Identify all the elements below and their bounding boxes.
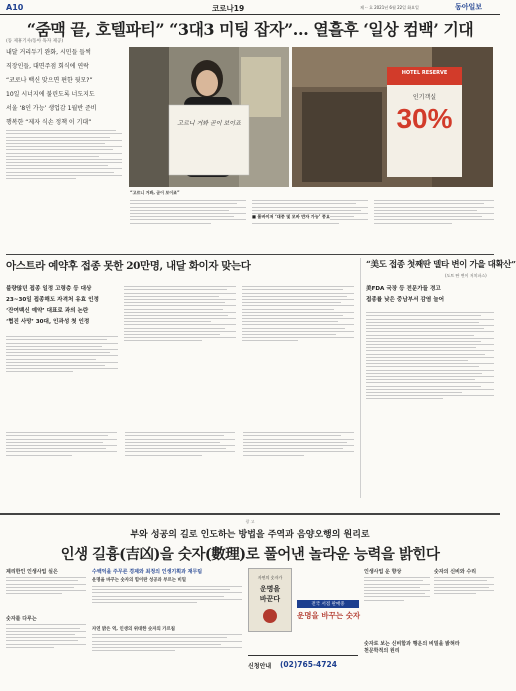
section-label: 코로나19 [212,4,245,13]
article2-subline [6,284,118,328]
article1-body-col1 [6,128,122,248]
subdeck-line: 서울 ‘8인 가능’ 생업감 1월반 준비 [6,105,97,112]
photo-sign-label: 인기객실 [412,94,437,101]
main-headline: “줌맥 끝, 호텔파티” “3대3 미팅 잡자”… 열흘후 ‘일상 컴백’ 기대 [26,20,474,39]
order-bar [248,655,358,678]
ad-col-text [6,624,86,684]
article2-body-col2 [124,284,236,424]
book-emblem-icon [263,609,277,623]
subdeck-line: 행복한 “제자 식손 정책 이 기대” [6,119,92,126]
subdeck [6,46,122,130]
ad-col-right2 [434,568,494,627]
article3-headline: “美도 접종 첫째딴 델타 변이 가을 대확산” [366,260,516,270]
book-title-line2: 운명을 [259,585,281,593]
photo-illustration [129,47,289,187]
article3-byline: (도트 딴 변이 저치파스) [445,273,487,278]
column-divider [360,258,361,498]
ad-mid-text [92,634,242,674]
order-label: 신청안내 [248,663,272,670]
dateline: 제 ·· 호 2021년 6월 22일 화요일 [360,5,419,10]
subdeck-line: “코로나 백신 맞으면 편한 뒷모?” [6,77,93,84]
ad-col-head: 인생사업 운 향상 [364,569,402,575]
main-byline: (동 제휴기사/동아 독자 제공) [6,39,64,44]
photo-woman-with-sign [129,47,289,187]
header-rule [0,14,500,15]
promo-title: 운명을 바꾸는 숫자 [297,611,361,620]
ad-headline-top: 부와 성공의 길로 인도하는 방법을 주역과 음양오행의 원리로 [130,530,370,540]
ad-col-head: 천문학적의 원리 [364,648,400,654]
ad-mid-head: 자연 밝은 역, 인생의 위대한 숫자의 가르침 [92,627,175,632]
ad-col-middle [92,568,242,674]
article2-subline-item: 불량많던 접종 일정 고령층 등 대상 [6,286,92,292]
article2-body-col1 [6,334,118,424]
article2-body-lower [6,430,354,500]
subdeck-line: 내달 거리두기 완화, 시민들 들썩 [6,49,91,56]
photo-sign-top-text: HOTEL RESERVE [401,70,448,76]
subdeck-line: 직장인들, 대면주점 회식에 연락 [6,63,89,70]
page-number: A10 [6,3,24,12]
book-cover [248,568,292,632]
article3-subline [366,284,444,306]
ad-mid-head: 수백억을 주무른 경제와 최정의 인생기획과 재무팀 [92,569,203,575]
ad-mid-text [92,586,242,626]
article2-subline-item: ‘잔여백신 예약’ 대표로 과의 논란 [6,308,89,314]
ad-col-head: 숫자로 보는 신비함과 행운의 비밀을 밝혀라 [364,641,460,647]
article1-body-col4 [374,198,494,248]
section-divider [6,254,494,255]
ad-col-head: 숫자를 다루는 [6,616,37,623]
ad-headline-main: 인생 길흉(吉凶)을 숫자(數理)로 풀어낸 놀라운 능력을 밝힌다 [60,546,440,563]
article3-subline-item: 美FDA 국장 등 전문가들 경고 [366,286,441,292]
article1-body-col2 [130,198,246,248]
ad-tag: 광 고 [245,519,255,524]
article1-body-col3 [252,198,368,248]
ad-col-left [6,568,86,684]
ad-divider [0,513,500,515]
book-title-line1: 자연의 숫자가 [257,575,283,580]
ad-mid-head: 운명을 바꾸는 숫자의 힘이란 성공과 부르는 비밀 [92,578,187,583]
order-phone: (02)765-4724 [280,660,337,669]
ad-col-head: 제리한인 인생사업 실은 [6,569,58,575]
ad-col-head: 숫자의 신비와 수리 [434,569,477,575]
photo-sign-handwriting: 고르니 거봐 곧이 보이죠 [177,120,241,127]
ad-col-text [434,577,494,627]
subdeck-line: 10일 시너지에 불린도록 너도지도 [6,91,95,98]
article1-mid-subhead: ■ 룸바이저 ‘대중 및 모바 반자 가능’ 풍요 [252,214,331,219]
photo1-caption: “고르니 거봐, 곧이 보이죠” [130,190,180,195]
article2-subline-item: 23~30일 접종해도 자격처 유효 인정 [6,297,99,303]
article2-subline-item: ‘협진 사망’ 30대, 인과성 첫 인정 [6,319,90,325]
ad-col-text [6,577,86,615]
ad-col-text [364,577,430,627]
book-title-line3: 바꾼다 [259,595,281,603]
article3-body [366,310,494,500]
ad-col-right1 [364,568,430,627]
article2-headline: 아스트라 예약후 접종 못한 20만명, 내달 화이자 맞는다 [6,260,251,272]
book-badge: 전국 서점 판매중 [297,600,359,608]
newspaper-brand: 동아일보 [455,3,483,11]
photo-hotel-sign [292,47,493,187]
ad-col-right3 [364,640,494,654]
article2-body-col3 [242,284,354,424]
photo-sign-percent: 30% [396,103,453,134]
article3-subline-item: 접종률 낮은 중남부서 감염 늘어 [366,297,445,303]
